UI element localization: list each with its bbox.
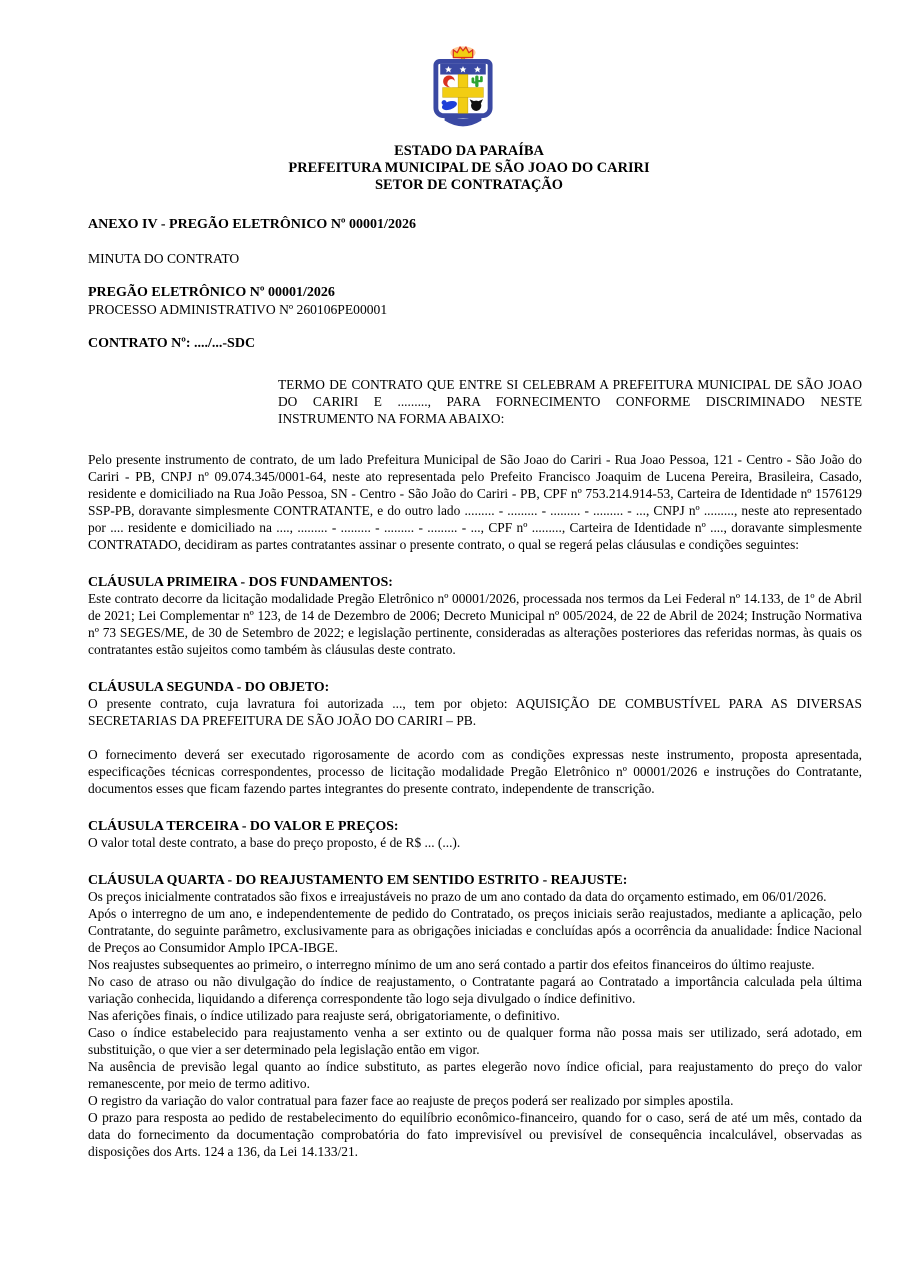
clause-paragraph: Os preços inicialmente contratados são fixos e irreajustáveis no prazo de um ano contado da data do orçamento estimado, em 06/01/2026. xyxy=(88,889,827,904)
clause-title: CLÁUSULA PRIMEIRA - DOS FUNDAMENTOS: xyxy=(88,574,393,589)
org-sector-line: SETOR DE CONTRATAÇÃO xyxy=(375,177,563,193)
clause-paragraph: O valor total deste contrato, a base do preço proposto, é de R$ ... (...). xyxy=(88,835,461,850)
clause-title: CLÁUSULA TERCEIRA - DO VALOR E PREÇOS: xyxy=(88,818,399,833)
clause-paragraph: Nas aferições finais, o índice utilizado para reajuste será, obrigatoriamente, o definitivo. xyxy=(88,1008,560,1023)
coat-of-arms-icon xyxy=(432,44,494,137)
anexo-title: ANEXO IV - PREGÃO ELETRÔNICO Nº 00001/2026 xyxy=(88,217,416,232)
clause-title: CLÁUSULA QUARTA - DO REAJUSTAMENTO EM SENTIDO ESTRITO - REAJUSTE: xyxy=(88,872,628,887)
org-header xyxy=(82,143,856,194)
clause-paragraph: Na ausência de previsão legal quanto ao índice substituto, as partes elegerão novo índice oficial, para reajustamento do preço do valor remanescente, por meio de termo aditivo. xyxy=(88,1059,862,1091)
processo-number-line: PROCESSO ADMINISTRATIVO Nº 260106PE00001 xyxy=(88,302,388,317)
pregao-number-line: PREGÃO ELETRÔNICO Nº 00001/2026 xyxy=(88,285,335,300)
clause-paragraph: O fornecimento deverá ser executado rigorosamente de acordo com as condições expressas neste instrumento, proposta apresentada, especificações técnicas correspondentes, processo de licitação modalidade Pregão Eletrônico nº 00001/2026 e instruções do Contratante, documentos esses que ficam fazendo partes integrantes do presente contrato, independente de transcrição. xyxy=(88,747,862,796)
clause-paragraph: O prazo para resposta ao pedido de restabelecimento do equilíbrio econômico-financeiro, quando for o caso, será de até um mês, contado da data do fornecimento da documentação comprobatória do fato imprevisível ou previsível de consequência incalculável, observadas as disposições dos Arts. 124 a 136, da Lei 14.133/21. xyxy=(88,1110,862,1159)
document-subtitle: MINUTA DO CONTRATO xyxy=(88,251,240,266)
clause-paragraph: No caso de atraso ou não divulgação do índice de reajustamento, o Contratante pagará ao Contratado a importância calculada pela última variação conhecida, liquidando a diferença correspondente tão logo seja divulgado o índice definitivo. xyxy=(88,974,862,1006)
clause-paragraph: Nos reajustes subsequentes ao primeiro, o interregno mínimo de um ano será contado a partir dos efeitos financeiros do último reajuste. xyxy=(88,957,815,972)
clause-segunda xyxy=(88,678,862,797)
clause-primeira xyxy=(88,573,862,658)
clause-paragraph: O presente contrato, cuja lavratura foi autorizada ..., tem por objeto: AQUISIÇÃO DE COMBUSTÍVEL PARA AS DIVERSAS SECRETARIAS DA PREFEITURA DE SÃO JOÃO DO CARIRI – PB. xyxy=(88,696,862,728)
coat-of-arms xyxy=(76,44,850,137)
clause-paragraph: Caso o índice estabelecido para reajustamento venha a ser extinto ou de qualquer forma não possa mais ser utilizado, será adotado, em substituição, o que vier a ser determinado pela legislação então em vigor. xyxy=(88,1025,862,1057)
termo-recital: TERMO DE CONTRATO QUE ENTRE SI CELEBRAM A PREFEITURA MUNICIPAL DE SÃO JOAO DO CARIRI E ........., PARA FORNECIMENTO CONFORME DISCRIMINADO NESTE INSTRUMENTO NA FORMA ABAIXO: xyxy=(278,377,862,426)
org-state-line: ESTADO DA PARAÍBA xyxy=(394,143,544,159)
clause-paragraph: Este contrato decorre da licitação modalidade Pregão Eletrônico nº 00001/2026, processada nos termos da Lei Federal nº 14.133, de 1º de Abril de 2021; Lei Complementar nº 123, de 14 de Dezembro de 2006; Decreto Municipal nº 005/2024, de 22 de Abril de 2024; Instrução Normativa nº 73 SEGES/ME, de 30 de Setembro de 2022; e legislação pertinente, consideradas as alterações posteriores das referidas normas, às quais os contratantes estão sujeitos como também às cláusulas deste contrato. xyxy=(88,591,862,657)
clause-paragraph: Após o interregno de um ano, e independentemente de pedido do Contratado, os preços iniciais serão reajustados, mediante a aplicação, pelo Contratante, do seguinte parâmetro, exclusivamente para as obrigações iniciadas e concluídas após a ocorrência da anualidade: Índice Nacional de Preços ao Consumidor Amplo IPCA-IBGE. xyxy=(88,906,862,955)
clause-paragraph: O registro da variação do valor contratual para fazer face ao reajuste de preços poderá ser realizado por simples apostila. xyxy=(88,1093,734,1108)
clause-terceira xyxy=(88,817,862,851)
org-name-line: PREFEITURA MUNICIPAL DE SÃO JOAO DO CARIRI xyxy=(288,160,650,176)
clause-title: CLÁUSULA SEGUNDA - DO OBJETO: xyxy=(88,679,330,694)
contrato-number-line: CONTRATO Nº: ..../...-SDC xyxy=(88,336,256,351)
clause-quarta xyxy=(88,871,862,1160)
intro-paragraph: Pelo presente instrumento de contrato, de um lado Prefeitura Municipal de São Joao do Cariri - Rua Joao Pessoa, 121 - Centro - São João do Cariri - PB, CNPJ nº 09.074.345/0001-64, neste ato representada pelo Prefeito Francisco Joaquim de Lucena Pereira, Brasileira, Casado, residente e domiciliado na Rua João Pessoa, SN - Centro - São João do Cariri - PB, CPF nº 753.214.914-53, Carteira de Identidade nº 1576129 SSP-PB, doravante simplesmente CONTRATANTE, e do outro lado ......... - ......... - ......... - ......... - ..., CNPJ nº ........., neste ato representado por .... residente e domiciliado na ...., ......... - ......... - ......... - ......... - ..., CPF nº ........., Carteira de Identidade nº ...., doravante simplesmente CONTRATADO, decidiram as partes contratantes assinar o presente contrato, o qual se regerá pelas cláusulas e condições seguintes: xyxy=(88,452,862,552)
